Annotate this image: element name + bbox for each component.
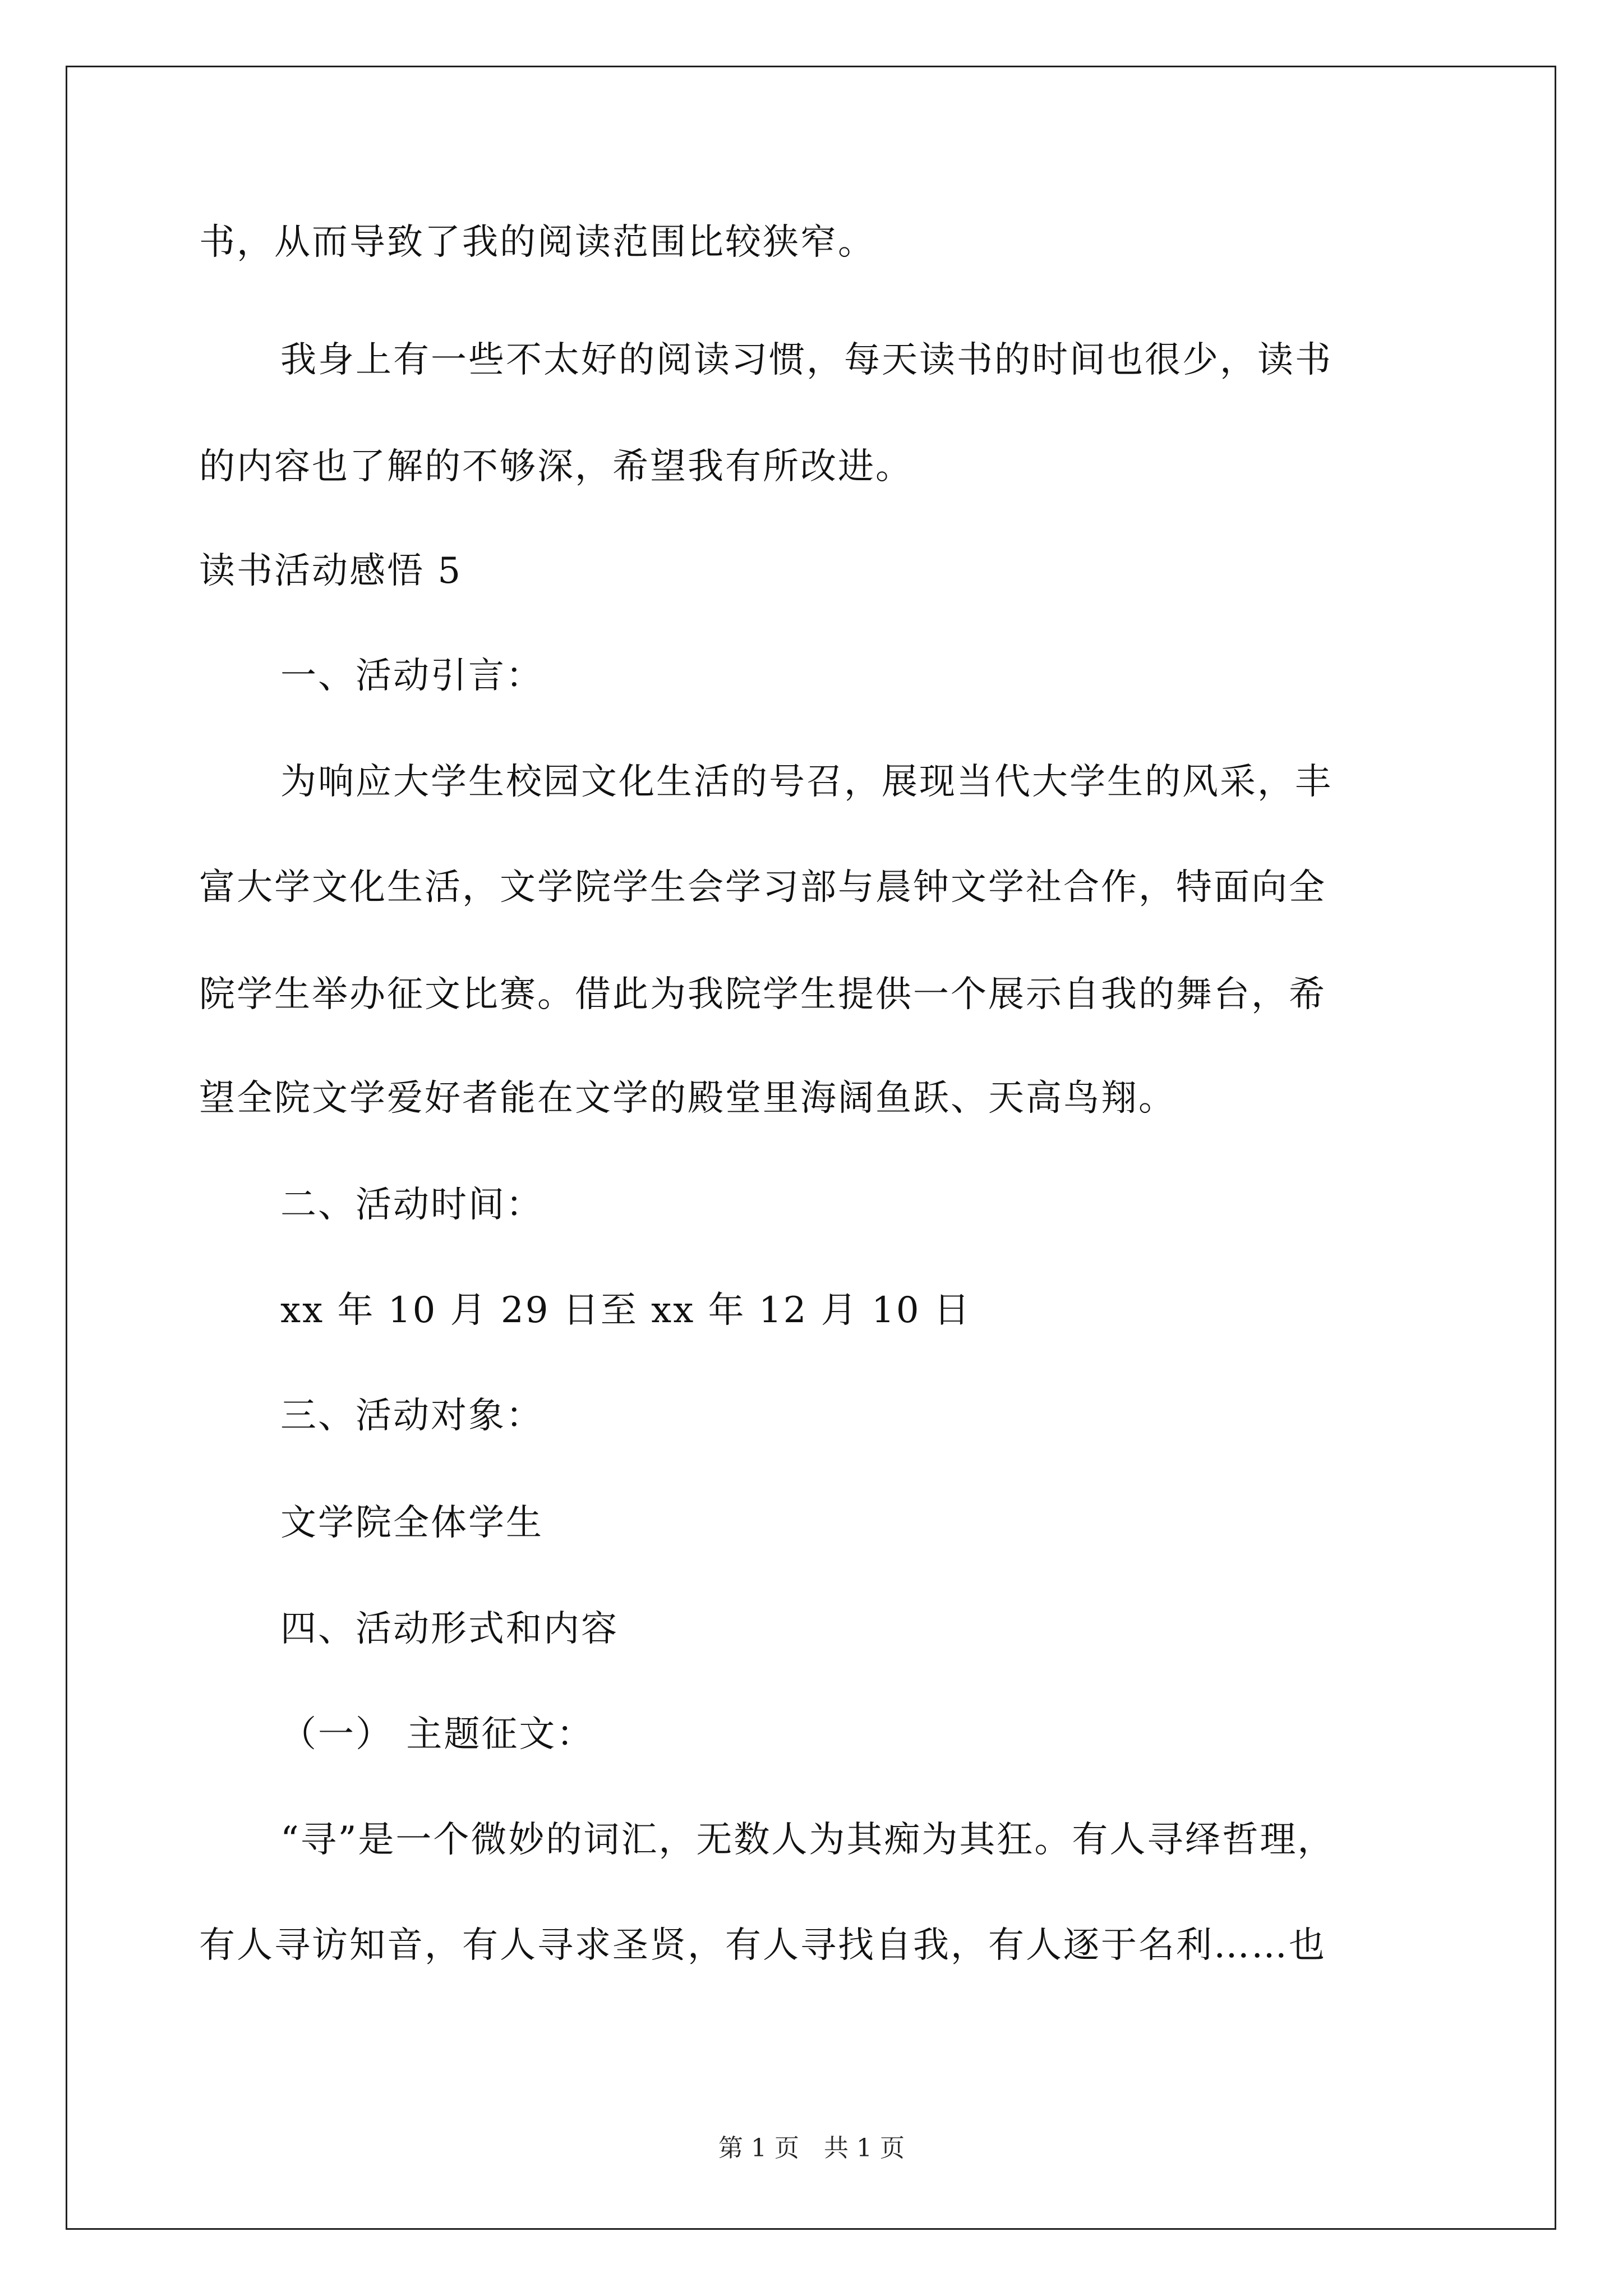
section-heading: 四、活动形式和内容 xyxy=(280,1608,619,1650)
section-heading: 一、活动引言： xyxy=(280,655,543,697)
paragraph-line: “寻”是一个微妙的词汇，无数人为其痴为其狂。有人寻绎哲理， xyxy=(280,1819,1335,1861)
paragraph-line: 望全院文学爱好者能在文学的殿堂里海阔鱼跃、天高鸟翔。 xyxy=(199,1078,1176,1119)
page-footer: 第 1 页 共 1 页 xyxy=(718,2134,905,2162)
paragraph-line: 书，从而导致了我的阅读范围比较狭窄。 xyxy=(199,222,875,263)
paragraph-line: xx 年 10 月 29 日至 xx 年 12 月 10 日 xyxy=(280,1290,971,1331)
paragraph-line: 富大学文化生活，文学院学生会学习部与晨钟文学社合作，特面向全 xyxy=(199,867,1326,908)
paragraph-line: 我身上有一些不太好的阅读习惯，每天读书的时间也很少，读书 xyxy=(280,339,1332,381)
paragraph-line: 有人寻访知音，有人寻求圣贤，有人寻找自我，有人逐于名利……也 xyxy=(199,1925,1326,1966)
section-heading: 读书活动感悟 5 xyxy=(199,550,463,592)
paragraph-line: 的内容也了解的不够深，希望我有所改进。 xyxy=(199,446,913,487)
page-border xyxy=(66,66,1556,2230)
section-heading: 二、活动时间： xyxy=(280,1184,543,1226)
paragraph-line: 文学院全体学生 xyxy=(280,1502,543,1544)
subsection-heading: （一） 主题征文： xyxy=(280,1714,594,1755)
section-heading: 三、活动对象： xyxy=(280,1395,543,1437)
paragraph-line: 院学生举办征文比赛。借此为我院学生提供一个展示自我的舞台，希 xyxy=(199,974,1326,1015)
paragraph-line: 为响应大学生校园文化生活的号召，展现当代大学生的风采，丰 xyxy=(280,761,1332,803)
